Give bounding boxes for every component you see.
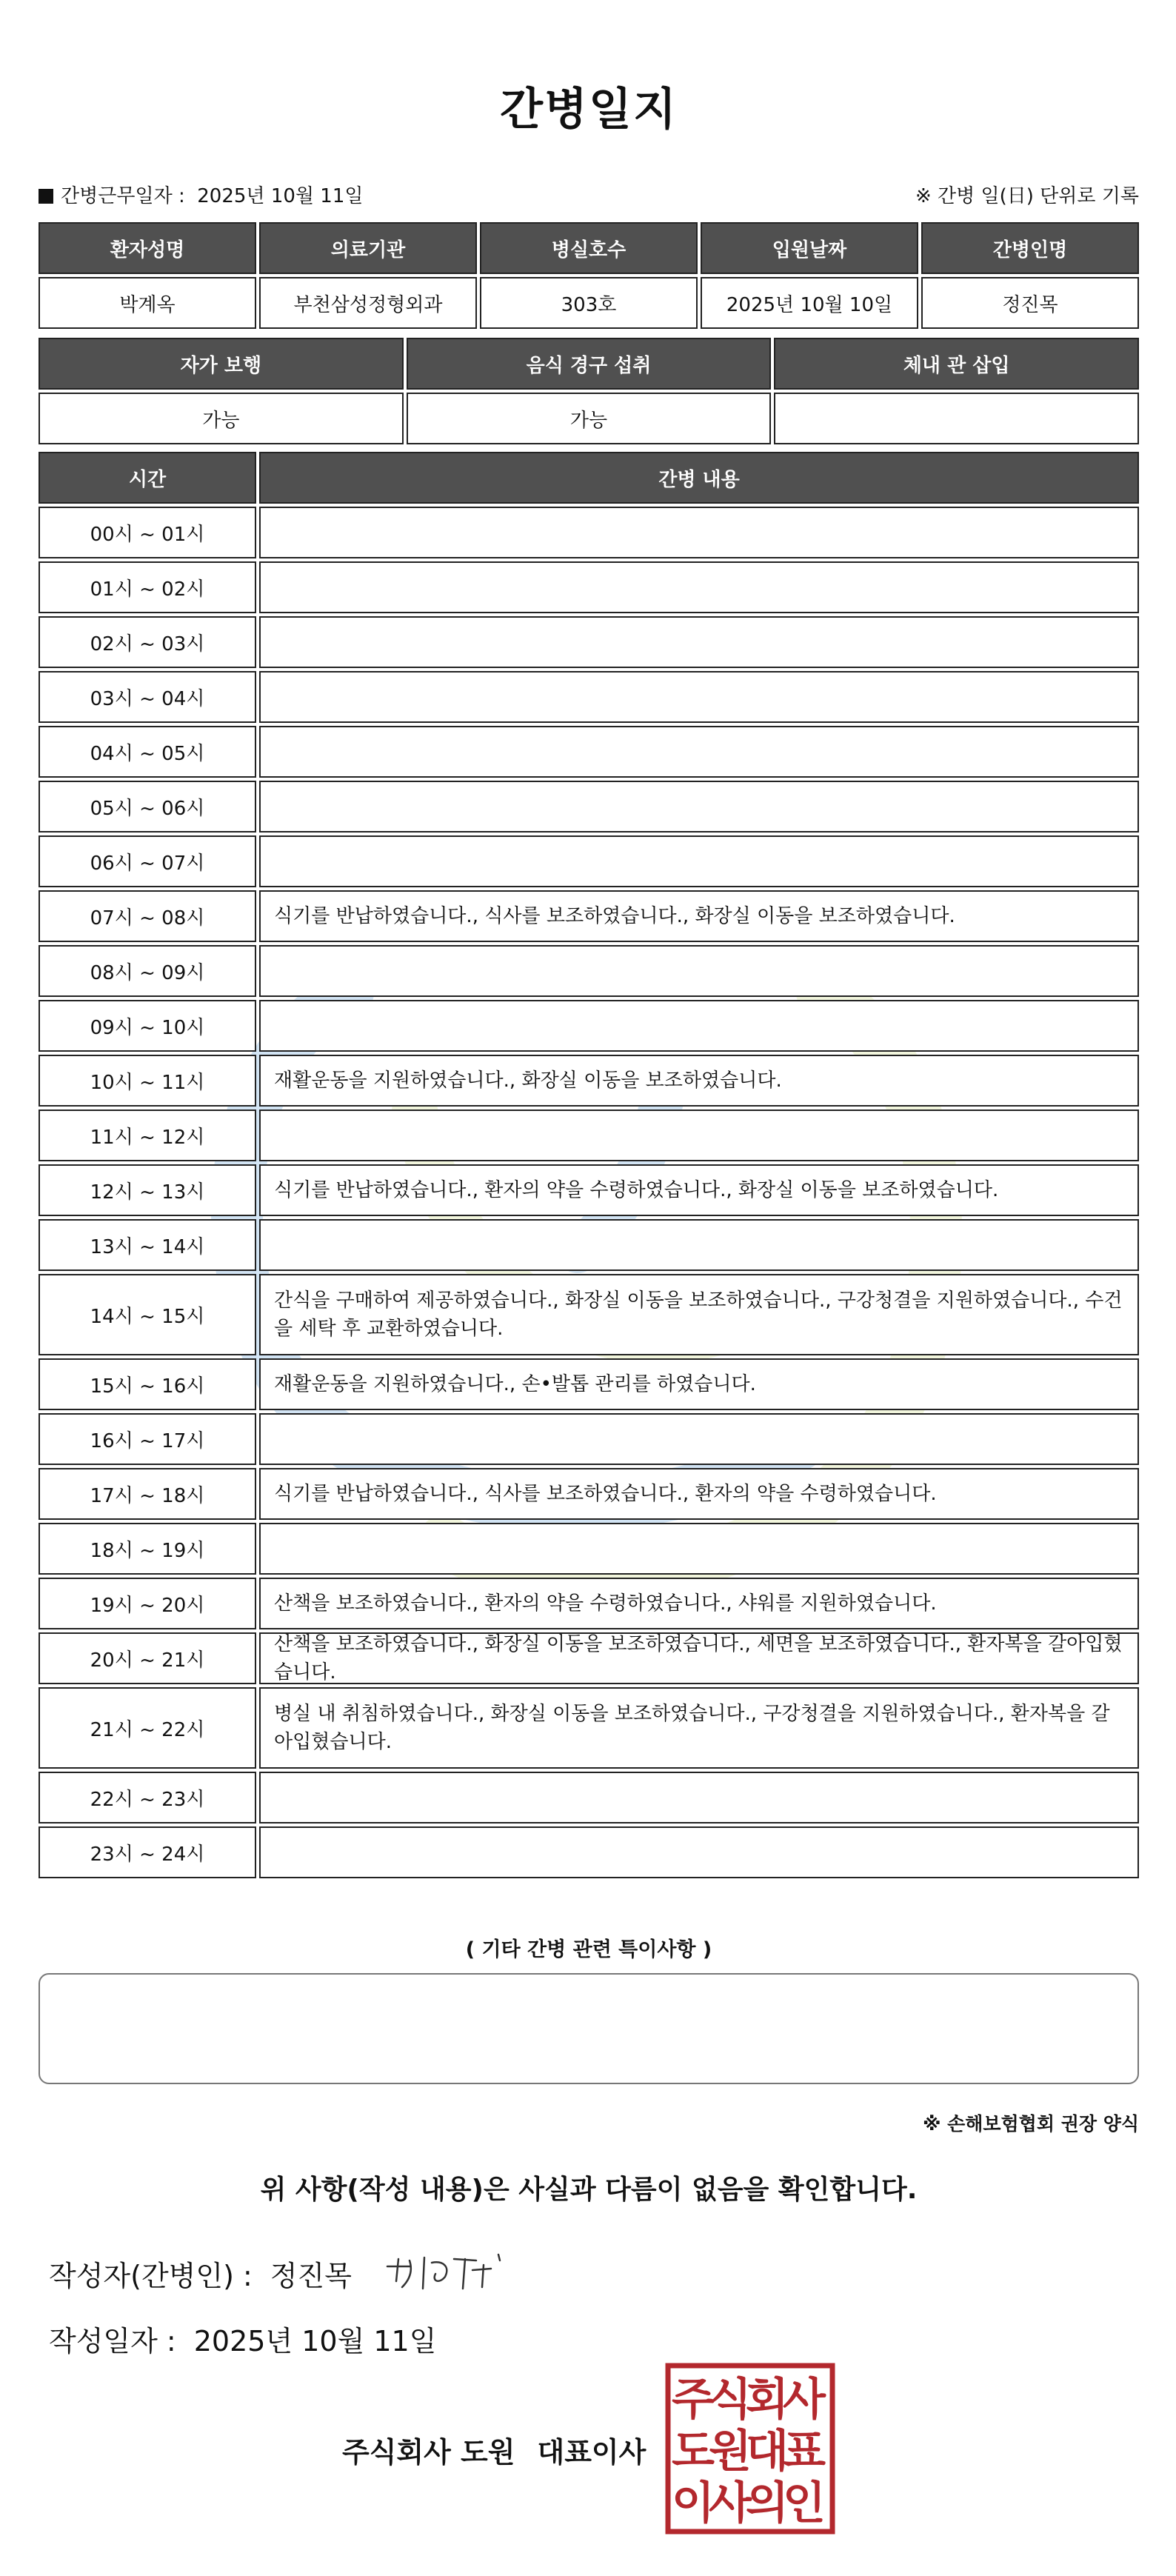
log-content-cell	[259, 1772, 1139, 1823]
log-time-cell: 18시 ~ 19시	[39, 1523, 256, 1575]
log-content-cell	[259, 726, 1139, 778]
log-content-cell	[259, 616, 1139, 668]
header-tube-insertion: 체내 관 삽입	[774, 338, 1139, 390]
log-time-cell: 00시 ~ 01시	[39, 507, 256, 558]
log-content-cell: 식기를 반납하였습니다., 식사를 보조하였습니다., 화장실 이동을 보조하였습니다.	[259, 890, 1139, 942]
svg-text:사: 사	[709, 2477, 752, 2529]
header-oral-intake: 음식 경구 섭취	[407, 338, 772, 390]
log-time-cell: 19시 ~ 20시	[39, 1578, 256, 1629]
special-notes-title: ( 기타 간병 관련 특이사항 )	[465, 1938, 712, 1961]
log-time-cell: 21시 ~ 22시	[39, 1687, 256, 1769]
author-value: 정진목	[270, 2260, 352, 2292]
tube-insertion-value	[774, 393, 1139, 444]
svg-text:주: 주	[672, 2374, 715, 2426]
log-content-cell: 식기를 반납하였습니다., 식사를 보조하였습니다., 환자의 약을 수령하였습니다.	[259, 1468, 1139, 1520]
svg-text:도: 도	[672, 2426, 715, 2477]
log-time-cell: 05시 ~ 06시	[39, 781, 256, 832]
document-title: 간병일지	[500, 84, 678, 136]
svg-text:원: 원	[709, 2426, 752, 2477]
log-time-cell: 13시 ~ 14시	[39, 1219, 256, 1271]
log-content-cell	[259, 1413, 1139, 1465]
log-time-cell: 12시 ~ 13시	[39, 1164, 256, 1216]
header-admission-date: 입원날짜	[701, 222, 918, 274]
log-content-cell	[259, 781, 1139, 832]
log-time-cell: 11시 ~ 12시	[39, 1110, 256, 1161]
log-content-cell	[259, 561, 1139, 613]
log-content-cell: 재활운동을 지원하였습니다., 화장실 이동을 보조하였습니다.	[259, 1055, 1139, 1107]
work-date-label: 간병근무일자 :	[61, 185, 185, 207]
unit-note: ※ 간병 일(日) 단위로 기록	[915, 185, 1139, 207]
hourly-log-table	[39, 452, 1139, 1878]
log-content-cell: 병실 내 취침하였습니다., 화장실 이동을 보조하였습니다., 구강청결을 지원하였습니다., 환자복을 갈아입혔습니다.	[259, 1687, 1139, 1769]
log-time-cell: 22시 ~ 23시	[39, 1772, 256, 1823]
work-date	[39, 181, 363, 208]
log-time-cell: 20시 ~ 21시	[39, 1632, 256, 1684]
company-name: 주식회사 도원	[342, 2436, 515, 2469]
date-label: 작성일자 :	[49, 2325, 176, 2358]
admission-date: 2025년 10월 10일	[701, 277, 918, 329]
log-time-cell: 16시 ~ 17시	[39, 1413, 256, 1465]
hospital-name: 부천삼성정형외과	[259, 277, 477, 329]
header-patient-name: 환자성명	[39, 222, 256, 274]
author-label: 작성자(간병인) :	[49, 2260, 253, 2292]
room-number: 303호	[480, 277, 698, 329]
svg-text:사: 사	[783, 2374, 826, 2426]
svg-text:표: 표	[783, 2426, 826, 2477]
log-content-cell: 산책을 보조하였습니다., 환자의 약을 수령하였습니다., 샤워를 지원하였습니다.	[259, 1578, 1139, 1629]
log-time-cell: 03시 ~ 04시	[39, 671, 256, 723]
log-content-cell	[259, 1826, 1139, 1878]
svg-text:인: 인	[783, 2477, 826, 2529]
log-content-cell	[259, 1110, 1139, 1161]
company-seal-icon	[665, 2363, 835, 2535]
log-time-cell: 08시 ~ 09시	[39, 945, 256, 997]
log-content-cell	[259, 1000, 1139, 1052]
log-content-cell	[259, 671, 1139, 723]
svg-text:의: 의	[746, 2477, 789, 2529]
header-time: 시간	[39, 452, 256, 504]
log-time-cell: 01시 ~ 02시	[39, 561, 256, 613]
confirmation-statement: 위 사항(작성 내용)은 사실과 다름이 없음을 확인합니다.	[260, 2175, 918, 2205]
svg-text:회: 회	[746, 2374, 789, 2426]
log-content-cell	[259, 835, 1139, 887]
header-content: 간병 내용	[259, 452, 1139, 504]
log-time-cell: 17시 ~ 18시	[39, 1468, 256, 1520]
log-time-cell: 15시 ~ 16시	[39, 1358, 256, 1410]
log-content-cell: 간식을 구매하여 제공하였습니다., 화장실 이동을 보조하였습니다., 구강청결을 지원하였습니다., 수건을 세탁 후 교환하였습니다.	[259, 1274, 1139, 1355]
log-time-cell: 23시 ~ 24시	[39, 1826, 256, 1878]
log-content-cell	[259, 945, 1139, 997]
square-bullet-icon	[39, 189, 53, 204]
caregiver-name: 정진목	[921, 277, 1139, 329]
date-value: 2025년 10월 11일	[193, 2325, 437, 2358]
ceo-title: 대표이사	[537, 2436, 647, 2469]
header-room: 병실호수	[480, 222, 698, 274]
log-content-cell: 산책을 보조하였습니다., 화장실 이동을 보조하였습니다., 세면을 보조하였습니다., 환자복을 갈아입혔습니다.	[259, 1632, 1139, 1684]
oral-intake-value: 가능	[407, 393, 772, 444]
log-time-cell: 14시 ~ 15시	[39, 1274, 256, 1355]
svg-text:대: 대	[746, 2426, 789, 2477]
header-hospital: 의료기관	[259, 222, 477, 274]
self-walk-value: 가능	[39, 393, 404, 444]
patient-name: 박계옥	[39, 277, 256, 329]
svg-text:이: 이	[672, 2477, 715, 2529]
log-time-cell: 02시 ~ 03시	[39, 616, 256, 668]
log-content-cell: 재활운동을 지원하였습니다., 손•발톱 관리를 하였습니다.	[259, 1358, 1139, 1410]
log-time-cell: 09시 ~ 10시	[39, 1000, 256, 1052]
log-time-cell: 04시 ~ 05시	[39, 726, 256, 778]
header-caregiver: 간병인명	[921, 222, 1139, 274]
author-line	[49, 2244, 513, 2296]
patient-info-table	[39, 222, 1139, 329]
company-line	[342, 2429, 646, 2470]
log-content-cell: 식기를 반납하였습니다., 환자의 약을 수령하였습니다., 화장실 이동을 보조하였습니다.	[259, 1164, 1139, 1216]
special-notes-box	[39, 1973, 1139, 2084]
svg-text:식: 식	[709, 2374, 752, 2426]
header-self-walk: 자가 보행	[39, 338, 404, 390]
recommendation-note: ※ 손해보험협회 권장 양식	[923, 2113, 1139, 2135]
log-time-cell: 06시 ~ 07시	[39, 835, 256, 887]
log-content-cell	[259, 1523, 1139, 1575]
log-content-cell	[259, 507, 1139, 558]
log-time-cell: 07시 ~ 08시	[39, 890, 256, 942]
work-date-value: 2025년 10월 11일	[197, 185, 364, 207]
log-time-cell: 10시 ~ 11시	[39, 1055, 256, 1107]
patient-ability-table	[39, 338, 1139, 444]
signature-icon	[380, 2244, 513, 2296]
date-line	[49, 2318, 436, 2359]
log-content-cell	[259, 1219, 1139, 1271]
